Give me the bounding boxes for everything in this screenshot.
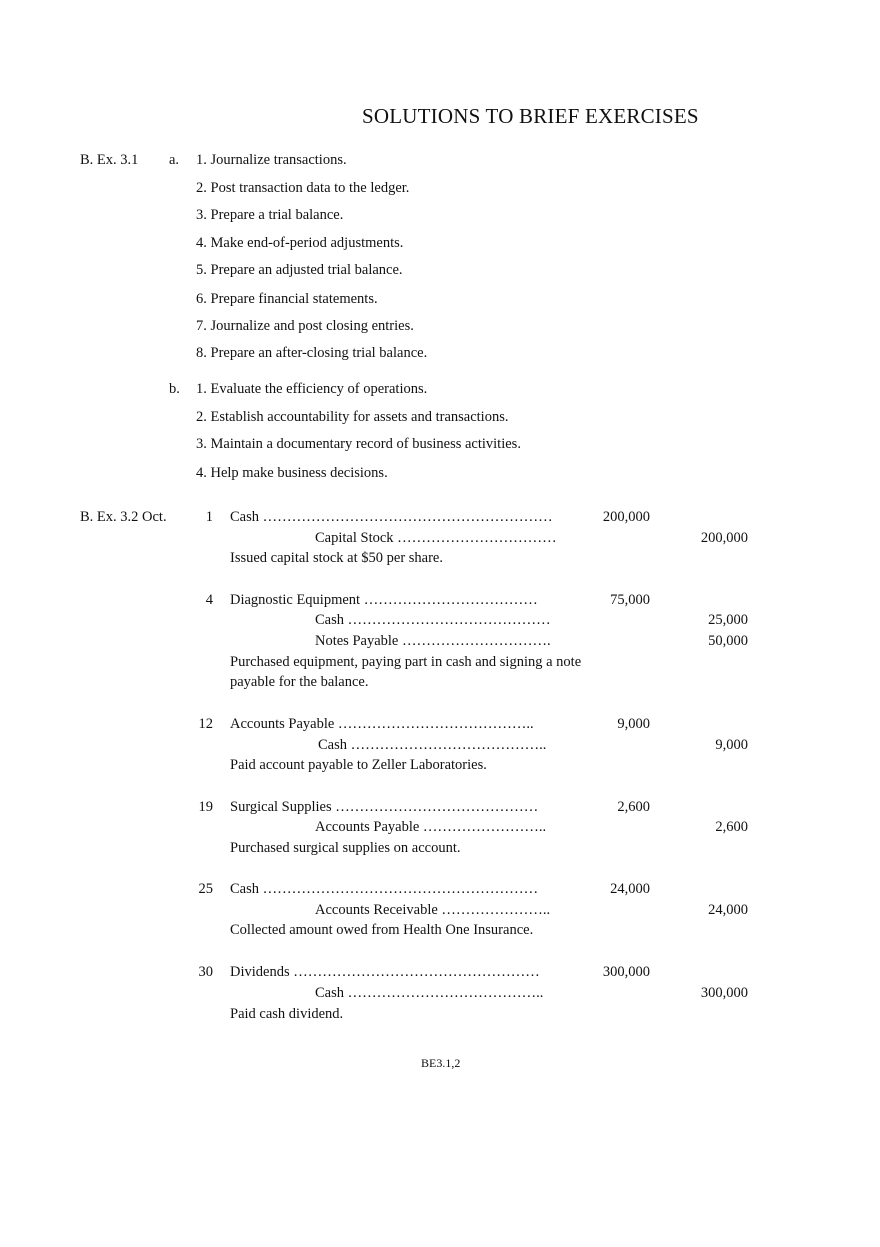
- list-item: 3. Maintain a documentary record of business activities.: [196, 436, 521, 452]
- credit-amount: 25,000: [708, 612, 748, 628]
- entry-explanation: Collected amount owed from Health One Insurance.: [230, 922, 534, 938]
- debit-amount: 24,000: [610, 881, 650, 897]
- entry-explanation: Issued capital stock at $50 per share.: [230, 550, 443, 566]
- list-item: 1. Evaluate the efficiency of operations.: [196, 381, 428, 397]
- list-item: 8. Prepare an after-closing trial balance.: [196, 345, 428, 361]
- list-item: 2. Post transaction data to the ledger.: [196, 180, 410, 196]
- credit-amount: 9,000: [715, 737, 748, 753]
- debit-account: Accounts Payable …………………………………..: [230, 716, 534, 732]
- entry-date: 19: [198, 799, 213, 815]
- credit-account: Capital Stock ……………………………: [315, 530, 557, 546]
- credit-amount: 300,000: [700, 985, 748, 1001]
- exercise-label-3-1: B. Ex. 3.1: [80, 152, 139, 168]
- entry-explanation: Purchased equipment, paying part in cash and signing a note: [230, 654, 582, 670]
- page-footer: BE3.1,2: [421, 1056, 461, 1070]
- debit-amount: 200,000: [602, 509, 650, 525]
- credit-account: Cash …………………………………..: [315, 985, 544, 1001]
- entry-explanation: Purchased surgical supplies on account.: [230, 840, 461, 856]
- debit-account: Cash …………………………………………………: [230, 881, 539, 897]
- list-item: 5. Prepare an adjusted trial balance.: [196, 262, 403, 278]
- page-title: SOLUTIONS TO BRIEF EXERCISES: [362, 104, 699, 128]
- list-item: 2. Establish accountability for assets and transactions.: [196, 409, 509, 425]
- credit-account: Notes Payable ………………………….: [315, 633, 551, 649]
- debit-amount: 300,000: [602, 964, 650, 980]
- entry-date: 12: [198, 716, 213, 732]
- credit-amount: 50,000: [708, 633, 748, 649]
- part-a-letter: a.: [169, 152, 180, 168]
- credit-account: Cash …………………………………..: [318, 737, 547, 753]
- list-item: 3. Prepare a trial balance.: [196, 207, 344, 223]
- entry-explanation: payable for the balance.: [230, 674, 369, 690]
- entry-date: 4: [205, 592, 213, 608]
- entry-date: 1: [205, 509, 213, 525]
- credit-account: Accounts Receivable …………………..: [315, 902, 551, 918]
- credit-account: Accounts Payable ……………………..: [315, 819, 547, 835]
- part-b-letter: b.: [169, 381, 180, 397]
- credit-amount: 2,600: [715, 819, 748, 835]
- entry-explanation: Paid cash dividend.: [230, 1006, 344, 1022]
- debit-amount: 9,000: [617, 716, 650, 732]
- entry-date: 25: [198, 881, 213, 897]
- entry-date: 30: [198, 964, 213, 980]
- list-item: 4. Help make business decisions.: [196, 465, 388, 481]
- credit-amount: 200,000: [700, 530, 748, 546]
- credit-account: Cash ……………………………………: [315, 612, 551, 628]
- list-item: 1. Journalize transactions.: [196, 152, 347, 168]
- exercise-label-3-2: B. Ex. 3.2 Oct.: [80, 509, 167, 525]
- credit-amount: 24,000: [708, 902, 748, 918]
- debit-account: Diagnostic Equipment ………………………………: [230, 592, 538, 608]
- debit-account: Surgical Supplies ……………………………………: [230, 799, 539, 815]
- list-item: 6. Prepare financial statements.: [196, 291, 378, 307]
- debit-account: Dividends ……………………………………………: [230, 964, 540, 980]
- debit-amount: 75,000: [610, 592, 650, 608]
- list-item: 4. Make end-of-period adjustments.: [196, 235, 404, 251]
- entry-explanation: Paid account payable to Zeller Laboratories.: [230, 757, 487, 773]
- debit-amount: 2,600: [617, 799, 650, 815]
- debit-account: Cash ……………………………………………………: [230, 509, 553, 525]
- list-item: 7. Journalize and post closing entries.: [196, 318, 414, 334]
